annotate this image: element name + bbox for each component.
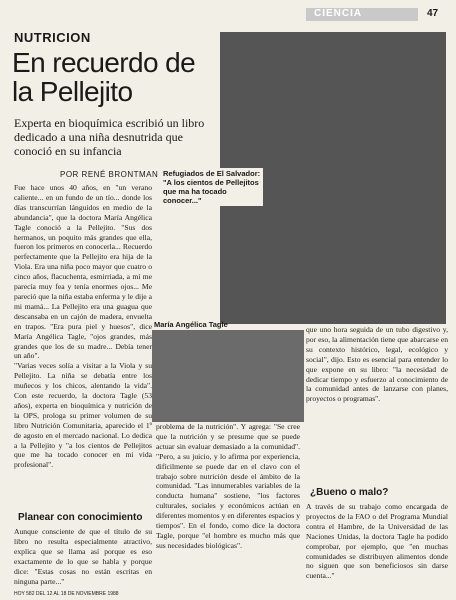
- body-paragraph: problema de la nutrición". Y agrega: "Se cree que la nutrición y se presume que se puede actuar sin evaluar demasiado a la comunidad". "Pero, a su juicio, y lo afirma por experiencia, difícilmente se puede dar en el clavo con el trabajo sobre nutrición desde el ámbito de la comunidad. "Las innumerables variables de la conducta humana" sostiene, "los factores culturales, sociales y económicos actúan en diferentes momentos y en diferentes espacios y tiempos". En el fondo, como dice la doctora Tagle, porque "el hombre es mucho más que sus necesidades biológicas".: [156, 422, 300, 550]
- body-column-1: [14, 183, 152, 517]
- category-label: CIENCIA: [314, 8, 363, 19]
- subheading: Planear con conocimiento: [18, 512, 143, 523]
- body-paragraph: Fue hace unos 40 años, en "un verano caliente... en un fundo de un tío... donde los días transcurrían lánguidos en medio de la abundancia", que la doctora María Angélica Tagle conoció a la Pellejito. "Sus dos hermanos, un poquito más grandes que ella, fueron los primeros en conocerla... Recuerdo perfectamente que la Pellejito era hija de la Viola. Era una niña poco mayor que cuatro o cinco años, flacuchenta, esmirriada, a mí me parecía muy fea y tenía enormes ojos... Me pareció que la niña estaba enferma y le dije a mi mamá... La Pellejito era una guagua que descansaba en un cajón de madera, envuelta en trapos. "Era pura piel y huesos", dice María Angélica Tagle, "ojos grandes, más grandes que los de su madre... Debía tener un año".: [14, 183, 152, 361]
- section-label: NUTRICION: [14, 30, 91, 45]
- top-bar: [0, 8, 456, 22]
- body-paragraph: "Varias veces solía a visitar a la Viola y su Pellejito. La niña se debatía entre los muñecos y los chicos, alentando la vida". Con este recuerdo, la doctora Tagle (53 años), experta en bioquímica y nutrición de la OPS, prologa su primer volumen de su libro Nutrición Comunitaria, aparecido el 1º de agosto en el mercado nacional. Lo dedica a la Pellejito y "a los cientos de Pellejitos que me ha tocado conocer en mi vida profesional".: [14, 361, 152, 470]
- body-column-3: [306, 325, 448, 475]
- body-column-1-continued: [14, 527, 152, 591]
- article-title: En recuerdo de la Pellejito: [12, 47, 196, 107]
- subheading: ¿Bueno o malo?: [310, 487, 389, 498]
- page-number: 47: [427, 8, 439, 19]
- page-footer: HOY 582 DEL 12 AL 18 DE NOVIEMBRE 1988: [14, 591, 119, 597]
- article-deck: Experta en bioquímica escribió un libro dedicado a una niña desnutrida que conoció en su infancia: [14, 116, 205, 158]
- body-paragraph: Aunque consciente de que el título de su libro no resulta especialmente atractivo, explica que se llama así porque es eso exactamente de lo que se habla y porque dice: "Estas cosas no están escritas en ninguna parte...": [14, 527, 152, 586]
- body-column-2: [156, 422, 300, 592]
- body-paragraph: A través de su trabajo como encargada de proyectos de la FAO o del Programa Mundial contra el Hambre, de la Universidad de las Naciones Unidas, la doctora Tagle ha podido comprobar, por ejemplo, que "en muchas comunidades se distribuyen alimentos donde no siguen que son beneficiosos sin darse cuenta...": [306, 502, 448, 581]
- portrait-photo: [152, 330, 304, 422]
- body-column-3-continued: [306, 502, 448, 592]
- photo-caption: Refugiados de El Salvador: "A los cientos de Pellejitos que ma ha tocado conocer...": [161, 168, 263, 206]
- byline: POR RENÉ BRONTMAN: [60, 170, 159, 179]
- portrait-caption: María Angélica Tagle: [154, 320, 228, 329]
- body-paragraph: que uno hora seguida de un tubo digestivo y, por eso, la alimentación tiene que abarcarse en su contexto histórico, legal, ecológico y social", dijo. Esto es esencial para entender lo que expone en su libro: "la necesidad de dedicar tiempo y esfuerzo al conocimiento de la comunidad antes de lanzarse con planes, proyectos o programas".: [306, 325, 448, 404]
